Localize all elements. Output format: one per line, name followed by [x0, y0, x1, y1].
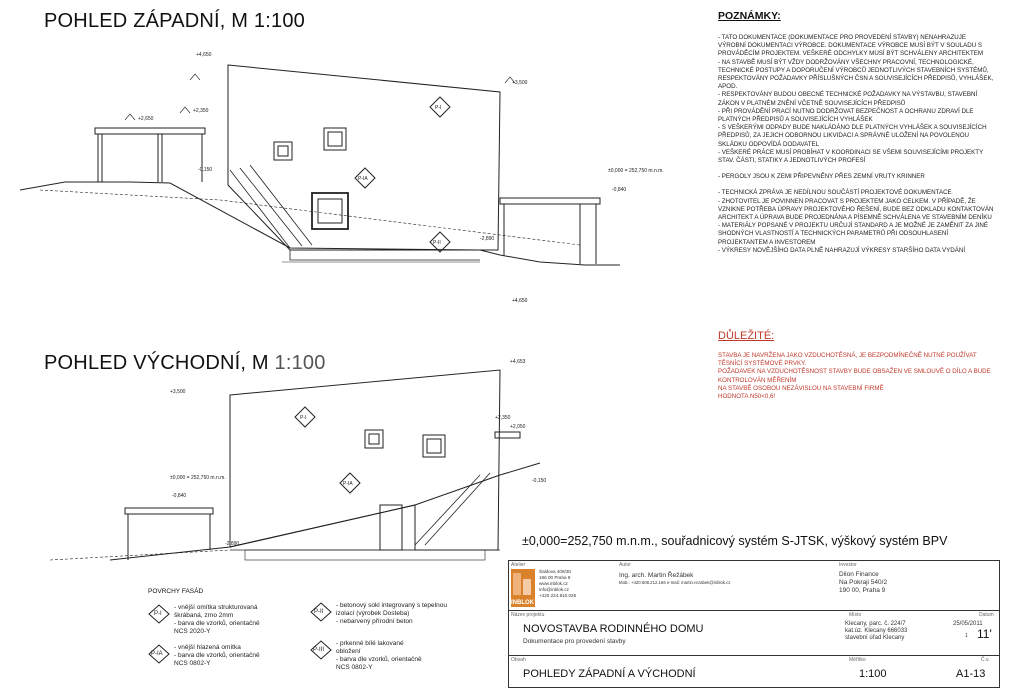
atelier-line: Šaldova 408/30 — [539, 569, 571, 574]
west-window-1 — [274, 142, 292, 160]
note-line: - TATO DOKUMENTACE (DOKUMENTACE PRO PROVEDENÍ STAVBY) NENAHRAZUJE — [718, 34, 966, 41]
note-line: SHODNÝCH VLASTNOSTÍ A TECHNICKÝCH PARAMETRŮ PŘI ODSOUHLASENÍ — [718, 230, 949, 238]
note-line: PROVÁDĚCÍM PROJEKTEM. VEŠKERÉ ODCHYLKY MUSÍ BÝT SCHVÁLENY ARCHITEKTEM — [718, 50, 984, 58]
west-tag-pi: P-I — [435, 105, 442, 111]
east-level-r1: +2,350 — [495, 415, 511, 421]
author-name: Ing. arch. Martin Řežábek — [619, 572, 694, 579]
atelier-address — [539, 569, 576, 599]
west-level-r1: ±0,000 = 252,750 m.n.m. — [608, 168, 664, 174]
project-name: NOVOSTAVBA RODINNÉHO DOMU — [523, 623, 704, 635]
east-left-pergola-roof — [125, 508, 213, 514]
important-heading: DŮLEŽITÉ: — [718, 330, 775, 342]
legend-line: - vnější omítka strukturovaná — [174, 604, 258, 611]
place-info — [845, 621, 907, 642]
note-line: STAV. ČÁSTI, STATIKY A JEDNOTLIVÝCH PROFESÍ — [718, 157, 866, 165]
atelier-line: +420.224.810.025 — [539, 593, 577, 598]
east-level-top1: +4,653 — [510, 359, 526, 365]
legend-tag: P-III — [313, 647, 325, 653]
notes-list — [718, 34, 1018, 255]
west-view-title: POHLED ZÁPADNÍ, M 1:100 — [44, 10, 305, 32]
legend-line: NCS 0802-Y — [336, 664, 373, 671]
east-level-l1: ±0,000 = 252,750 m.n.m. — [170, 475, 226, 481]
legend-line: obložení — [336, 648, 361, 655]
legend-line: - barva dle vzorků, orientačně — [336, 656, 422, 663]
note-line: RESPEKTOVÁNY POŽADAVKY PŘÍSLUŠNÝCH ČSN A SOUVISEJÍCÍCH PŘEDPISŮ, VYHLÁŠEK, — [718, 75, 994, 83]
legend-line: - nebarvený přírodní beton — [336, 618, 413, 625]
legend-tag: P-II — [314, 609, 324, 615]
west-tag-pia: P-IA — [358, 176, 368, 182]
investor-line: 190 00, Praha 9 — [839, 587, 886, 594]
scale-label: Měřítko — [849, 657, 866, 663]
project-subtitle: Dokumentace pro provedení stavby — [523, 638, 626, 645]
east-level-m2: -2,890 — [225, 541, 240, 547]
note-line: - RESPEKTOVÁNY BUDOU OBECNÉ TECHNICKÉ POŽADAVKY NA VÝSTAVBU, STAVEBNÍ — [718, 91, 978, 99]
legend-line: izolací (výrobek Dosteba) — [336, 610, 410, 617]
investor-label: Investor — [839, 562, 857, 568]
investor-line: Dilon Finance — [839, 571, 879, 578]
note-line: - NA STAVBĚ MUSÍ BÝT VŽDY DODRŽOVÁNY VŠECHNY PRACOVNÍ, TECHNOLOGICKÉ, — [718, 58, 974, 66]
legend-line: škrábaná, zrno 2mm — [174, 612, 234, 619]
legend-item-pii — [310, 602, 480, 626]
note-line: - PERGOLY JSOU K ZEMI PŘIPEVNĚNY PŘES ZEMNÍ VRUTY KRINNER — [718, 173, 925, 181]
east-title-scale: 1:100 — [274, 352, 326, 374]
legend-item-pia — [148, 644, 308, 668]
east-window-1 — [365, 430, 383, 448]
atelier-line: 186 00 Praha 8 — [539, 575, 571, 580]
legend-line: NCS 2020-Y — [174, 628, 211, 635]
east-building-outline — [230, 370, 500, 550]
drawing-scale: 1:100 — [859, 668, 887, 680]
east-title-text: POHLED VÝCHODNÍ, M — [44, 352, 275, 374]
date-label: Datum — [979, 612, 994, 618]
east-window-2 — [423, 435, 445, 457]
note-line: - VÝKRESY NOVĚJŠÍHO DATA PLNĚ NAHRAZUJÍ VÝKRESY STARŠÍHO DATA VYDÁNÍ — [718, 246, 966, 254]
investor-info — [839, 571, 887, 595]
note-line: ARCHITEKT A ÚPRAVA BUDE PROJEDNÁNA A PÍSEMNĚ SCHVÁLENA VE STAVEBNÍM DENÍKU — [718, 214, 992, 222]
important-line: KONTROLOVÁN MĚŘENÍM — [718, 376, 797, 384]
important-line: POŽADAVEK NA VZDUCHOTĚSNOST STAVBY BUDE OBSAŽEN VE SMLOUVĚ O DÍLO A BUDE — [718, 368, 991, 376]
west-window-2 — [324, 128, 346, 150]
important-line: HODNOTA N50<0,6! — [718, 393, 776, 401]
title-block-divider — [509, 610, 999, 611]
west-level-r2: -0,840 — [612, 187, 627, 193]
east-level-top2: +3,500 — [170, 389, 186, 395]
note-line: PROJEKTANTEM A INVESTOREM — [718, 238, 816, 246]
note-line: - PŘI PROVÁDĚNÍ PRACÍ NUTNO DODRŽOVAT BEZPEČNOST A OCHRANU ZDRAVÍ DLE — [718, 107, 974, 115]
legend-tag: P-I — [154, 611, 162, 617]
east-level-l2: -0,840 — [172, 493, 187, 499]
legend-line: - prkenné bílé lakované — [336, 640, 404, 647]
revision-small: 1 — [965, 633, 968, 639]
atelier-label: Atelier — [511, 562, 526, 568]
place-label: Místo — [849, 612, 862, 618]
note-line: - S VEŠKERÝMI ODPADY BUDE NAKLÁDÁNO DLE PLATNÝCH VYHLÁŠEK A SOUVISEJÍCÍCH — [718, 124, 987, 132]
mid-level-marker: +4,650 — [512, 298, 528, 304]
west-left-pergola-roof — [95, 128, 205, 134]
notes-heading: POZNÁMKY: — [718, 10, 781, 22]
west-level-m2: -2,890 — [480, 236, 495, 242]
east-tag-pi: P-I — [300, 415, 307, 421]
title-block-divider — [509, 655, 999, 656]
legend-line: - barva dle vzorků, orientačně — [174, 620, 260, 627]
legend-tag: P-IA — [151, 651, 163, 657]
note-line: - ZHOTOVITEL JE POVINNEN PRACOVAT S PROJEKTEM JAKO CELKEM. V PŘÍPADĚ, ŽE — [718, 197, 976, 205]
note-line: PŘEDPISŮ, ZA JEJICH ODBORNOU LIKVIDACI A SPRÁVNÉ ULOŽENÍ NA POVOLENOU — [718, 132, 969, 140]
author-label: Autor — [619, 562, 631, 568]
note-line: PLATNÝCH PŘEDPISŮ A SOUVISEJÍCÍCH VYHLÁŠEK — [718, 116, 873, 124]
east-tag-pia: P-IA — [343, 481, 353, 487]
west-level-top2: +3,500 — [512, 80, 528, 86]
east-level-m1: -0,150 — [532, 478, 547, 484]
east-right-pergola-roof — [495, 432, 520, 438]
logo-block-light — [513, 573, 521, 595]
revision-value: 11' — [977, 627, 992, 641]
atelier-line: info@inblok.cz — [539, 587, 569, 592]
legend-line: - barva dle vzorků, orientačně — [174, 652, 260, 659]
place-line: Klecany, parc. č. 224/7 — [845, 621, 906, 627]
important-line: TĚSNÍCÍ SYSTÉMOVÉ PRVKY. — [718, 360, 807, 368]
note-line: - MATERIÁLY POPSANÉ V PROJEKTU URČUJÍ STANDARD A JE MOŽNÉ JE ZAMĚNIT ZA JINÉ — [718, 222, 988, 230]
west-level-l2: +2,350 — [193, 108, 209, 114]
note-line: APOD. — [718, 83, 738, 91]
content-label: Obsah — [511, 657, 526, 663]
drawing-content: POHLEDY ZÁPADNÍ A VÝCHODNÍ — [523, 668, 696, 680]
coordinate-system-note: ±0,000=252,750 m.n.m., souřadnicový systém S-JTSK, výškový systém BPV — [522, 534, 948, 548]
drawing-number: A1-13 — [956, 668, 986, 680]
logo-text: INBLOK — [511, 600, 534, 606]
important-line: NA STAVBĚ OSOBOU NEZÁVISLOU NA STAVEBNÍ FIRMĚ — [718, 384, 884, 392]
west-level-l1: +2,650 — [138, 116, 154, 122]
west-tag-pii: P-II — [433, 240, 441, 246]
investor-line: Na Pokraji 540/2 — [839, 579, 888, 586]
date-value: 25/05/2011 — [953, 621, 983, 627]
author-contact: Mob.: +420.608.212.166 e-mail: martin.rezabek@inblok.cz — [619, 580, 731, 585]
important-line: STAVBA JE NAVRŽENA JAKO VZDUCHOTĚSNÁ, JE BEZPODMÍNEČNĚ NUTNÉ POUŽÍVAT — [718, 352, 977, 359]
atelier-line: www.inblok.cz — [539, 581, 568, 586]
note-line: - VEŠKERÉ PRÁCE MUSÍ PROBÍHAT V KOORDINACI SE VŠEMI SOUVISEJÍCÍMI PROJEKTY — [718, 148, 984, 156]
legend-line: NCS 0802-Y — [174, 660, 211, 667]
logo-block-lighter — [523, 579, 531, 595]
east-elevation-drawing — [20, 355, 547, 585]
note-line: VZNIKNE POTŘEBA ÚPRAVY PROJEKTOVÉHO ŘEŠENÍ, BUDE BEZ ODKLADU KONTAKTOVÁN — [718, 205, 994, 213]
note-line: SKLÁDKU ODPOVÍDÁ DODAVATEL — [718, 140, 820, 148]
legend-item-pi — [148, 604, 308, 636]
inblok-logo — [511, 569, 535, 607]
note-line: - TECHNICKÁ ZPRÁVA JE NEDÍLNOU SOUČÁSTÍ PROJEKTOVÉ DOKUMENTACE — [718, 189, 952, 197]
west-window-3 — [312, 193, 348, 229]
project-label: Název projektu — [511, 612, 545, 618]
place-line: stavební úřad Klecany — [845, 635, 905, 641]
legend-line: - betonový sokl integrovaný s tepelnou — [336, 602, 447, 609]
west-building-outline — [228, 65, 500, 250]
important-list — [718, 352, 1018, 401]
legend-heading: POVRCHY FASÁD — [148, 588, 204, 595]
west-right-pergola-roof — [500, 198, 600, 204]
east-level-r2: +2,050 — [510, 424, 526, 430]
legend-line: - vnější hlazená omítka — [174, 644, 241, 651]
west-level-top: +4,650 — [196, 52, 212, 58]
note-spacer — [718, 181, 1018, 189]
west-elevation-drawing — [20, 50, 700, 290]
place-line: kat.úz. Klecany 666033 — [845, 628, 908, 634]
legend-item-piii — [310, 640, 480, 672]
note-line: VÝROBNÍ DOKUMENTACI VÝROBCE. DOKUMENTACE VÝROBCE MUSÍ BÝT V SOULADU S — [718, 42, 983, 50]
note-line: TECHNICKÉ POSTUPY A DOPORUČENÍ VÝROBCŮ JEDNOTLIVÝCH STAVEBNÍCH SYSTÉMŮ, — [718, 66, 989, 74]
west-level-m1: -0,150 — [198, 167, 213, 173]
note-line: ZÁKON V PLATNÉM ZNĚNÍ VČETNĚ SOUVISEJÍCÍCH PŘEDPISŮ — [718, 99, 906, 107]
title-block — [508, 560, 1000, 688]
number-label: Č.v. — [981, 657, 990, 663]
